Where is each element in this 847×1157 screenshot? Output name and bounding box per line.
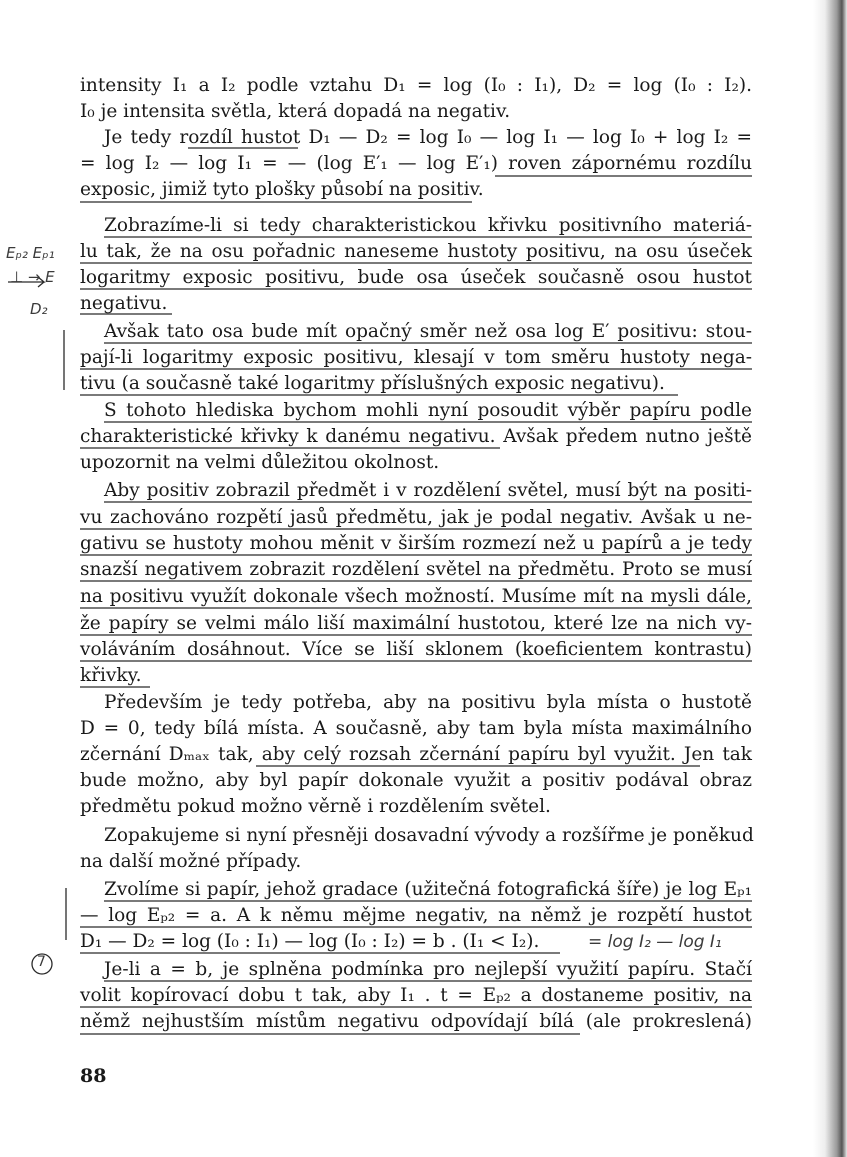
- text-line: S tohoto hlediska bychom mohli nyní posoudit výběr papíru podle: [104, 400, 752, 421]
- page-number: 88: [80, 1065, 107, 1087]
- text-line: na positivu využít dokonale všech možností. Musíme mít na mysli dále,: [80, 586, 752, 607]
- text-line: gativu se hustoty mohou měnit v širším rozmezí než u papírů a je tedy: [80, 533, 752, 554]
- text-line: Je-li a = b, je splněna podmínka pro nejlepší využití papíru. Stačí: [104, 959, 752, 980]
- text-line: logaritmy exposic positivu, bude osa úseček současně osou hustot: [80, 267, 752, 288]
- text-line: voláváním dosáhnout. Více se liší sklonem (koeficientem kontrastu): [80, 639, 752, 660]
- text-line: křivky.: [80, 665, 142, 686]
- text-line: D₁ — D₂ = log (I₀ : I₁) — log (I₀ : I₂) = b . (I₁ < I₂).: [80, 931, 540, 952]
- text-line: I₀ je intensita světla, která dopadá na negativ.: [80, 101, 511, 122]
- text-line: pají-li logaritmy exposic positivu, klesají v tom směru hustoty nega-: [80, 347, 752, 368]
- text-line: Zvolíme si papír, jehož gradace (užitečná fotografická šíře) je log Eₚ₁: [104, 879, 752, 900]
- text-line: bude možno, aby byl papír dokonale využit a positiv podával obraz: [80, 770, 752, 791]
- text-line: intensity I₁ a I₂ podle vztahu D₁ = log (I₀ : I₁), D₂ = log (I₀ : I₂).: [80, 75, 752, 96]
- text-line: tivu (a současně také logaritmy příslušných exposic negativu).: [80, 373, 665, 394]
- text-line: exposic, jimiž tyto plošky působí na positiv.: [80, 179, 484, 200]
- text-line: že papíry se velmi málo liší maximální hustotou, které lze na nich vy-: [80, 613, 752, 634]
- circled-number: 7: [37, 954, 46, 970]
- text-line: němž nejhustším místům negativu odpovídají bílá (ale prokreslená): [80, 1011, 752, 1032]
- text-line: = log I₂ — log I₁ = — (log E′₁ — log E′₁) roven zápornému rozdílu: [80, 153, 752, 174]
- text-line: Aby positiv zobrazil předmět i v rozdělení světel, musí být na positi-: [104, 480, 752, 501]
- text-line: na další možné případy.: [80, 851, 302, 872]
- text-line: Především je tedy potřeba, aby na positivu byla místa o hustotě: [104, 692, 752, 713]
- text-line: vu zachováno rozpětí jasů předmětu, jak je podal negativ. Avšak u ne-: [80, 507, 752, 528]
- text-line: D = 0, tedy bílá místa. A současně, aby tam byla místa maximálního: [80, 718, 752, 739]
- text-line: negativu.: [80, 293, 168, 314]
- text-line: charakteristické křivky k danému negativu. Avšak předem nutno ještě: [80, 426, 752, 447]
- text-line: — log Eₚ₂ = a. A k němu mějme negativ, na němž je rozpětí hustot: [80, 905, 752, 926]
- margin-note: ⊥ → E: [10, 268, 55, 286]
- text-line: volit kopírovací dobu t tak, aby I₁ . t = Eₚ₂ a dostaneme positiv, na: [80, 985, 752, 1006]
- text-line: snazší negativem zobrazit rozdělení světel na předmětu. Proto se musí: [80, 559, 752, 580]
- text-line: lu tak, že na osu pořadnic naneseme hustoty positivu, na osu úseček: [80, 241, 752, 262]
- text-line: Zopakujeme si nyní přesněji dosavadní vývody a rozšířme je poněkud: [104, 825, 754, 846]
- text-line: upozornit na velmi důležitou okolnost.: [80, 452, 440, 473]
- text-line: Zobrazíme-li si tedy charakteristickou křivku positivního materiá-: [104, 215, 752, 236]
- text-line: Je tedy rozdíl hustot D₁ — D₂ = log I₀ — log I₁ — log I₀ + log I₂ =: [104, 127, 752, 148]
- text-line: zčernání Dₘₐₓ tak, aby celý rozsah zčernání papíru byl využit. Jen tak: [80, 744, 752, 765]
- margin-note: Eₚ₂ Eₚ₁: [6, 244, 55, 262]
- handwritten-formula: = log I₂ — log I₁: [588, 932, 722, 952]
- text-line: předmětu pokud možno věrně i rozdělením světel.: [80, 796, 551, 817]
- text-line: Avšak tato osa bude mít opačný směr než osa log E′ positivu: stou-: [104, 321, 752, 342]
- margin-note: D₂: [30, 300, 48, 318]
